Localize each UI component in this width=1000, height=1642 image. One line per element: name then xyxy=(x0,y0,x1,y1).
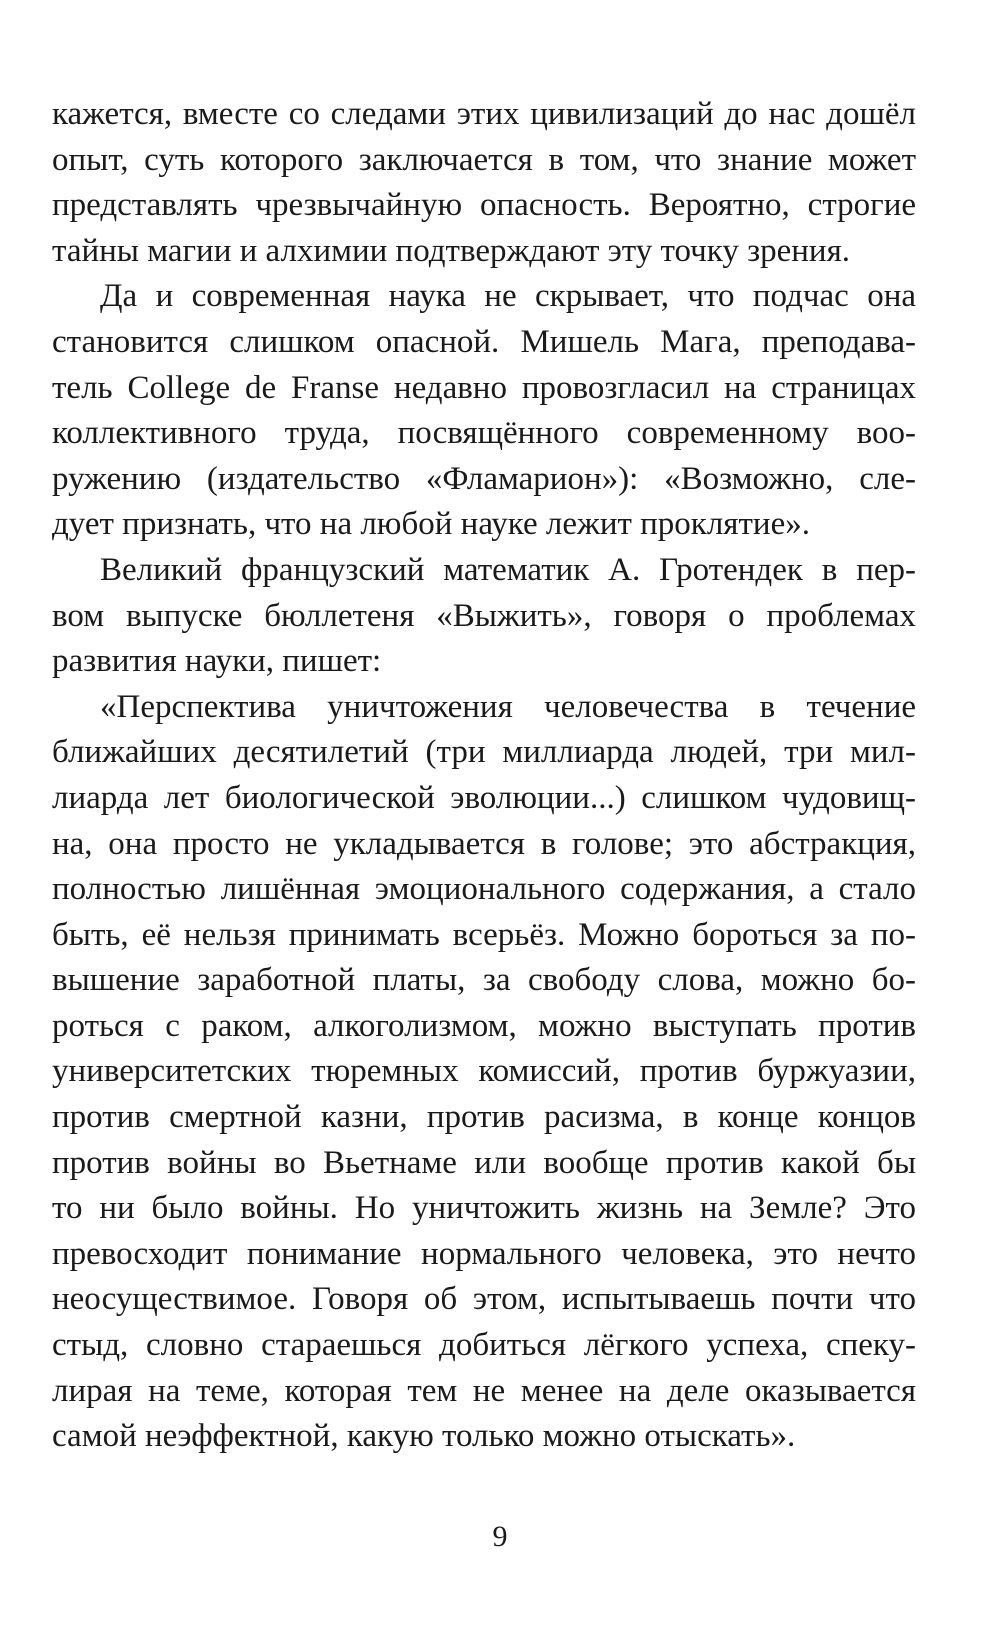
text-line: против смертной казни, против расизма, в конце концов xyxy=(52,1099,916,1136)
text-line: тель College de Franse недавно провозгласил на страницах xyxy=(52,369,916,406)
text-line: ближайших десятилетий (три миллиарда людей, три мил- xyxy=(52,734,916,771)
paragraph xyxy=(52,548,916,685)
paragraph xyxy=(52,274,916,548)
page-number: 9 xyxy=(492,1520,508,1553)
text-line: стыд, словно стараешься добиться лёгкого успеха, спеку- xyxy=(52,1327,916,1364)
paragraph xyxy=(52,92,916,274)
text-line: кажется, вместе со следами этих цивилизаций до нас дошёл xyxy=(52,96,916,132)
text-line: опыт, суть которого заключается в том, что знание может xyxy=(52,141,916,178)
text-line: самой неэффектной, какую только можно отыскать». xyxy=(52,1418,796,1455)
text-line: становится слишком опасной. Мишель Мага, преподава- xyxy=(52,323,916,360)
text-line: против войны во Вьетнаме или вообще против какой бы xyxy=(52,1144,916,1181)
text-line: дует признать, что на любой науке лежит проклятие». xyxy=(52,506,810,543)
text-line: лиарда лет биологической эволюции...) слишком чудовищ- xyxy=(52,779,916,816)
text-line: Великий французский математик А. Гротендек в пер- xyxy=(100,551,916,588)
text-line: неосуществимое. Говоря об этом, испытываешь почти что xyxy=(52,1281,916,1318)
text-line: тайны магии и алхимии подтверждают эту точку зрения. xyxy=(52,232,851,269)
text-line: лирая на теме, которая тем не менее на деле оказывается xyxy=(52,1372,916,1409)
text-line: университетских тюремных комиссий, против буржуазии, xyxy=(52,1053,916,1090)
paragraph xyxy=(52,685,916,1460)
text-line: быть, её нельзя принимать всерьёз. Можно бороться за по- xyxy=(52,916,916,953)
text-line: Да и современная наука не скрывает, что подчас она xyxy=(100,278,916,315)
text-line: полностью лишённая эмоционального содержания, а стало xyxy=(52,871,916,908)
text-line: вышение заработной платы, за свободу слова, можно бо- xyxy=(52,962,916,999)
text-line: развития науки, пишет: xyxy=(52,643,382,680)
text-line: «Перспектива уничтожения человечества в течение xyxy=(100,688,916,725)
text-line: ружению (издательство «Фламарион»): «Возможно, сле- xyxy=(52,460,916,497)
text-line: вом выпуске бюллетеня «Выжить», говоря о проблемах xyxy=(52,597,916,634)
text-line: на, она просто не укладывается в голове; это абстракция, xyxy=(52,825,916,862)
text-line: превосходит понимание нормального человека, это нечто xyxy=(52,1235,916,1272)
body-text xyxy=(52,92,916,1460)
text-line: представлять чрезвычайную опасность. Вероятно, строгие xyxy=(52,187,916,224)
text-line: то ни было войны. Но уничтожить жизнь на Земле? Это xyxy=(52,1190,916,1227)
text-line: коллективного труда, посвящённого современному воо- xyxy=(52,415,916,452)
text-line: роться с раком, алкоголизмом, можно выступать против xyxy=(52,1007,916,1044)
